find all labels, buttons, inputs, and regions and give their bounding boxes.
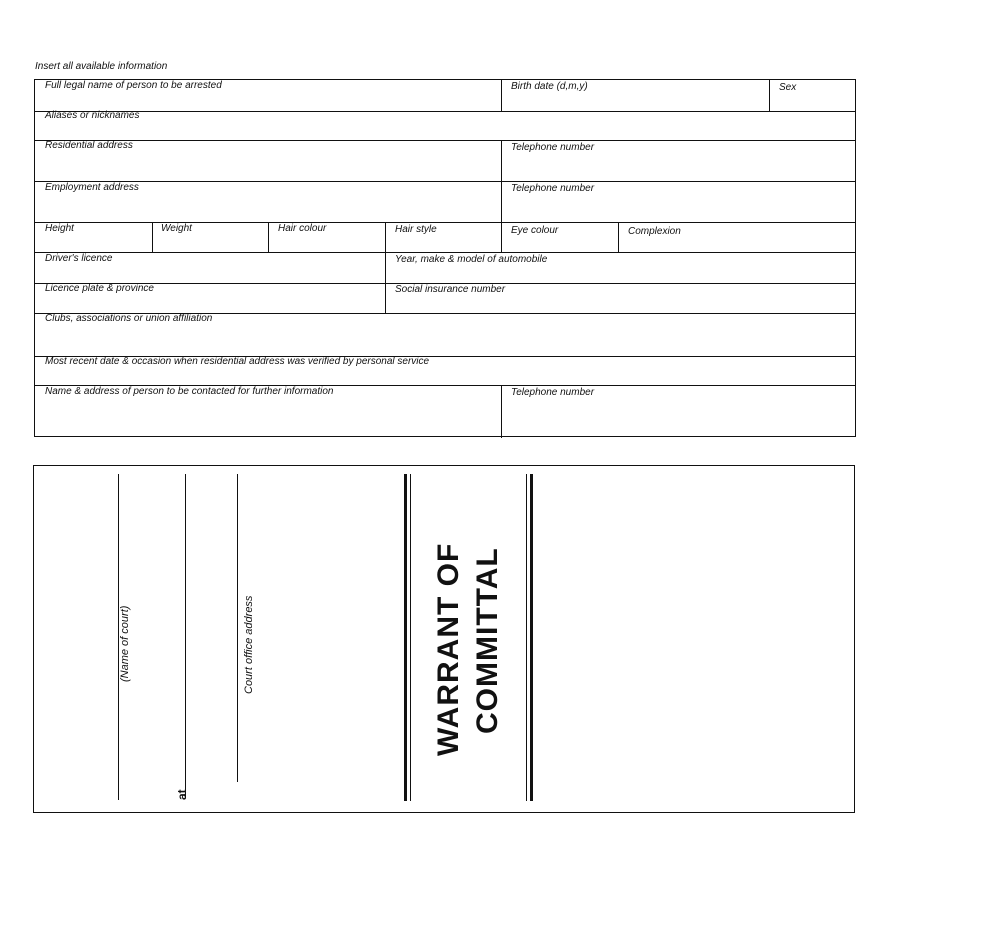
court-address-label: Court office address [243,595,255,694]
row-divider [35,181,855,182]
telephone-field[interactable]: Telephone number [511,183,595,194]
aliases-field[interactable]: Aliases or nicknames [45,110,140,121]
hair-colour-field[interactable]: Hair colour [278,223,327,234]
col-divider [385,222,386,313]
col-divider [769,80,770,111]
full-name-field[interactable]: Full legal name of person to be arrested [45,80,222,91]
hair-style-field[interactable]: Hair style [395,224,437,235]
weight-field[interactable]: Weight [161,223,192,234]
col-divider [501,140,502,222]
eye-colour-field[interactable]: Eye colour [511,225,559,236]
contact-person-field[interactable]: Name & address of person to be contacted for further information [45,386,334,397]
licence-plate-field[interactable]: Licence plate & province [45,283,154,294]
col-divider [501,385,502,438]
clubs-field[interactable]: Clubs, associations or union affiliation [45,313,213,324]
at-label: at [175,789,189,800]
complexion-field[interactable]: Complexion [628,226,681,237]
row-divider [35,111,855,112]
title-border-right [530,474,533,801]
col-divider [501,222,502,252]
at-line[interactable] [185,474,186,798]
col-divider [501,80,502,111]
col-divider [268,222,269,252]
row-divider [35,252,855,253]
col-divider [152,222,153,252]
drivers-licence-field[interactable]: Driver's licence [45,253,113,264]
birth-date-field[interactable]: Birth date (d,m,y) [511,81,588,92]
height-field[interactable]: Height [45,223,74,234]
title-border-left [404,474,407,801]
warrant-title-line1: WARRANT OF [432,542,465,756]
title-border-right [526,474,527,801]
automobile-field[interactable]: Year, make & model of automobile [395,254,548,265]
row-divider [35,140,855,141]
employment-address-field[interactable]: Employment address [45,182,139,193]
telephone-field[interactable]: Telephone number [511,142,595,153]
court-address-line[interactable] [237,474,238,782]
social-insurance-field[interactable]: Social insurance number [395,284,506,295]
warrant-title-line2: COMMITTAL [471,547,504,734]
telephone-field[interactable]: Telephone number [511,387,595,398]
title-border-left [410,474,411,801]
warrant-back-panel [33,465,855,813]
sex-field[interactable]: Sex [779,82,797,93]
arrest-information-form [34,79,856,437]
col-divider [618,222,619,252]
recent-date-field[interactable]: Most recent date & occasion when residential address was verified by personal service [45,356,430,367]
court-name-label: (Name of court) [119,605,131,682]
row-divider [35,222,855,223]
residential-address-field[interactable]: Residential address [45,140,133,151]
instruction-note: Insert all available information [35,61,168,72]
